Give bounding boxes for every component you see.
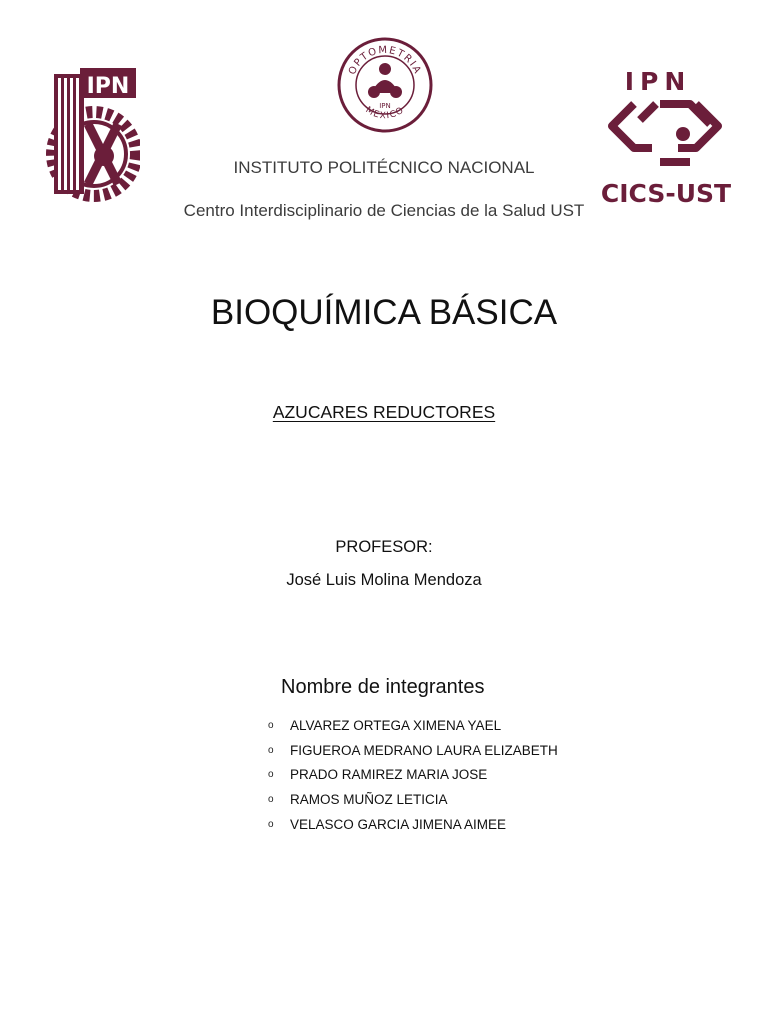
- member-name: VELASCO GARCIA JIMENA AIMEE: [290, 816, 507, 832]
- member-item: [268, 790, 558, 815]
- bullet-icon: o: [268, 744, 274, 756]
- optometria-seal-top-text: OPTOMETRIA: [346, 44, 424, 77]
- member-name: PRADO RAMIREZ MARIA JOSE: [290, 767, 488, 783]
- professor-name: José Luis Molina Mendoza: [286, 571, 482, 589]
- practice-topic-text: AZUCARES REDUCTORES: [272, 402, 496, 422]
- member-name: ALVAREZ ORTEGA XIMENA YAEL: [290, 718, 502, 733]
- member-item: [268, 765, 558, 790]
- member-item: [268, 741, 558, 766]
- cics-logo-bottom-text: CICS-UST: [600, 179, 732, 208]
- member-item: [268, 716, 558, 741]
- optometria-seal-logo: [337, 37, 433, 133]
- bullet-icon: o: [268, 720, 274, 731]
- bullet-icon: o: [268, 769, 274, 781]
- practice-topic: [0, 402, 768, 423]
- member-name: RAMOS MUÑOZ LETICIA: [290, 792, 448, 808]
- bullet-icon: o: [268, 794, 274, 806]
- ipn-logo-text: IPN: [86, 74, 130, 99]
- optometria-seal-center-text: IPN: [379, 102, 391, 110]
- bullet-icon: o: [268, 818, 274, 830]
- center-name: Centro Interdisciplinario de Ciencias de la Salud UST: [183, 201, 585, 220]
- members-heading: Nombre de integrantes: [281, 676, 485, 698]
- members-list: [268, 716, 558, 839]
- course-title: BIOQUÍMICA BÁSICA: [210, 293, 558, 332]
- institution-name: INSTITUTO POLITÉCNICO NACIONAL: [233, 158, 535, 177]
- ipn-logo: [44, 66, 140, 208]
- member-item: [268, 815, 558, 840]
- professor-label: PROFESOR:: [335, 538, 433, 556]
- member-name: FIGUEROA MEDRANO LAURA ELIZABETH: [290, 742, 558, 758]
- cics-logo-top-text: IPN: [624, 67, 692, 96]
- cics-ust-logo: [600, 66, 732, 208]
- optometria-seal-bottom-text: MEXICO: [363, 105, 407, 122]
